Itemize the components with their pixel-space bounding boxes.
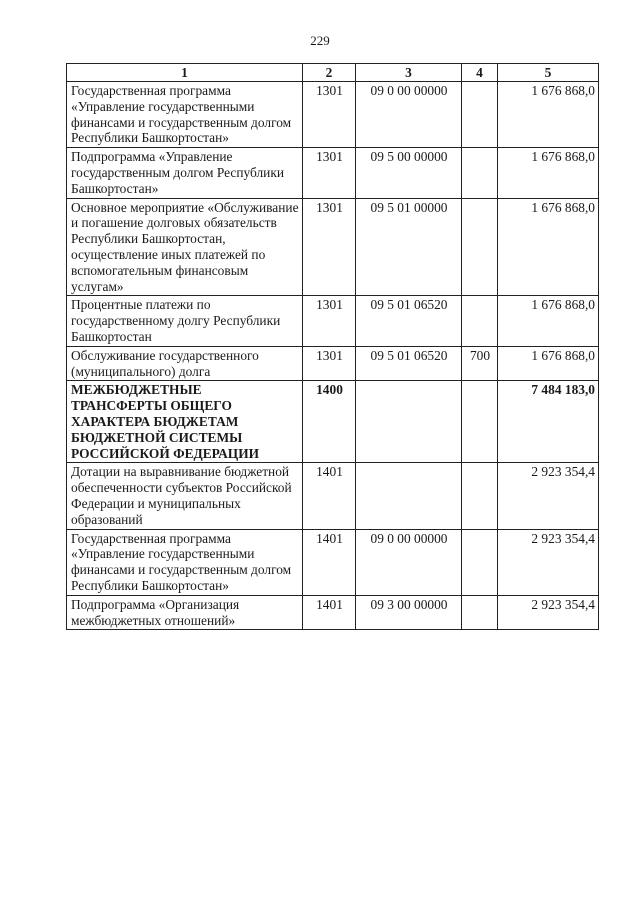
row-name: Процентные платежи по государственному долгу Республики Башкортостан — [67, 296, 303, 346]
row-name: Подпрограмма «Организация межбюджетных отношений» — [67, 595, 303, 630]
row-section: 1301 — [303, 296, 356, 346]
table-row — [67, 463, 599, 529]
row-name: Подпрограмма «Управление государственным долгом Республики Башкортостан» — [67, 148, 303, 198]
row-expense-type — [462, 463, 498, 529]
header-col-5: 5 — [498, 64, 599, 82]
row-expense-type — [462, 529, 498, 595]
row-amount: 7 484 183,0 — [498, 381, 599, 463]
row-name: МЕЖБЮДЖЕТНЫЕ ТРАНСФЕРТЫ ОБЩЕГО ХАРАКТЕРА БЮДЖЕТАМ БЮДЖЕТНОЙ СИСТЕМЫ РОССИЙСКОЙ ФЕДЕРАЦИИ — [67, 381, 303, 463]
budget-table — [66, 63, 599, 630]
header-row — [67, 64, 599, 82]
row-section: 1301 — [303, 148, 356, 198]
page-number: 229 — [310, 33, 330, 48]
table-body — [67, 82, 599, 630]
row-name: Государственная программа «Управление государственными финансами и государственным долгом Республики Башкортостан» — [67, 82, 303, 148]
table-row — [67, 529, 599, 595]
row-section: 1400 — [303, 381, 356, 463]
row-amount: 2 923 354,4 — [498, 529, 599, 595]
row-amount: 1 676 868,0 — [498, 346, 599, 381]
row-expense-type — [462, 381, 498, 463]
row-section: 1401 — [303, 529, 356, 595]
table-row — [67, 198, 599, 296]
row-name: Государственная программа «Управление государственными финансами и государственным долгом Республики Башкортостан» — [67, 529, 303, 595]
table-row — [67, 148, 599, 198]
row-target-code: 09 0 00 00000 — [356, 82, 462, 148]
row-expense-type — [462, 82, 498, 148]
row-section: 1301 — [303, 198, 356, 296]
row-expense-type — [462, 296, 498, 346]
row-section: 1301 — [303, 82, 356, 148]
header-col-1: 1 — [67, 64, 303, 82]
row-name: Дотации на выравнивание бюджетной обеспеченности субъектов Российской Федерации и муниципальных образований — [67, 463, 303, 529]
row-name: Обслуживание государственного (муниципального) долга — [67, 346, 303, 381]
row-name: Основное мероприятие «Обслуживание и погашение долговых обязательств Республики Башкортостан, осуществление иных платежей по вспомогательным финансовым услугам» — [67, 198, 303, 296]
row-amount: 1 676 868,0 — [498, 296, 599, 346]
row-expense-type: 700 — [462, 346, 498, 381]
row-section: 1301 — [303, 346, 356, 381]
row-target-code: 09 5 01 06520 — [356, 296, 462, 346]
row-expense-type — [462, 595, 498, 630]
header-col-4: 4 — [462, 64, 498, 82]
row-target-code: 09 5 01 06520 — [356, 346, 462, 381]
row-amount: 1 676 868,0 — [498, 148, 599, 198]
row-expense-type — [462, 148, 498, 198]
row-expense-type — [462, 198, 498, 296]
table-row — [67, 595, 599, 630]
table-row — [67, 346, 599, 381]
row-section: 1401 — [303, 595, 356, 630]
row-target-code: 09 5 00 00000 — [356, 148, 462, 198]
table-row — [67, 82, 599, 148]
row-target-code — [356, 463, 462, 529]
table-row-section-total — [67, 381, 599, 463]
table-header — [67, 64, 599, 82]
row-section: 1401 — [303, 463, 356, 529]
row-target-code: 09 0 00 00000 — [356, 529, 462, 595]
row-amount: 2 923 354,4 — [498, 463, 599, 529]
row-target-code — [356, 381, 462, 463]
row-target-code: 09 3 00 00000 — [356, 595, 462, 630]
header-col-3: 3 — [356, 64, 462, 82]
row-target-code: 09 5 01 00000 — [356, 198, 462, 296]
header-col-2: 2 — [303, 64, 356, 82]
row-amount: 1 676 868,0 — [498, 198, 599, 296]
table-row — [67, 296, 599, 346]
row-amount: 1 676 868,0 — [498, 82, 599, 148]
row-amount: 2 923 354,4 — [498, 595, 599, 630]
